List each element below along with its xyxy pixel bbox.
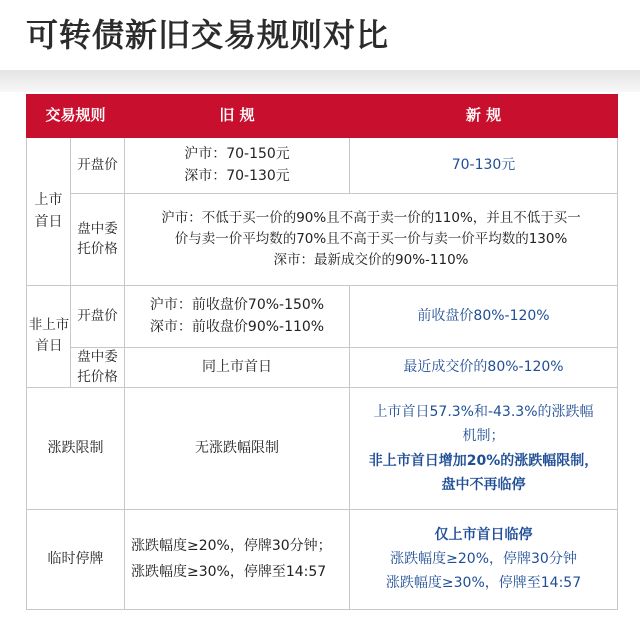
new-halt-line: 涨跌幅度≥30%，停牌至14:57 [385,574,582,591]
old-open-sh: 沪市：前收盘价70%-150% [149,296,325,313]
old-open-non-first-day [125,286,350,348]
row-label-intraday: 盘中委托价格 [71,348,125,388]
new-open-first-day: 70-130元 [350,138,618,194]
intraday-line: 深市：最新成交价的90%-110% [273,251,469,268]
header-new: 新 规 [350,95,618,138]
old-intraday-non-first-day: 同上市首日 [125,348,350,388]
intraday-line: 沪市：不低于买一价的90%且不高于卖一价的110%，并且不低于买一 [161,210,581,227]
old-open-sz: 深市：70-130元 [184,167,290,184]
table-row [27,388,618,510]
new-limit-line: 非上市首日增加20%的涨跌幅限制， [368,452,599,469]
rules-comparison-table [26,94,618,610]
new-halt-line: 仅上市首日临停 [434,526,533,543]
table-row [27,138,618,194]
new-limit-line: 机制； [462,428,505,445]
new-halt-line: 涨跌幅度≥20%，停牌30分钟 [390,550,577,567]
intraday-first-day [125,194,618,286]
row-label-open: 开盘价 [71,138,125,194]
row-label-limit: 涨跌限制 [27,388,125,510]
header-shadow [0,70,640,92]
page-title: 可转债新旧交易规则对比 [26,16,390,54]
old-open-sh: 沪市：70-150元 [184,145,290,162]
group-label: 上市首日 [34,191,63,230]
old-open-sz: 深市：前收盘价90%-110% [149,318,325,335]
new-intraday-non-first-day: 最近成交价的80%-120% [350,348,618,388]
new-limit [350,388,618,510]
group-label: 非上市首日 [28,317,70,355]
table-row [27,348,618,388]
header-rules: 交易规则 [27,95,125,138]
header-row [27,95,618,138]
group-non-first-day [27,286,71,388]
new-open-non-first-day: 前收盘价80%-120% [350,286,618,348]
new-limit-line: 盘中不再临停 [441,477,526,494]
intraday-line: 价与卖一价平均数的70%且不高于买一价与卖一价平均数的130% [174,231,568,248]
new-limit-line: 上市首日57.3%和-43.3%的涨跌幅 [373,403,594,420]
old-halt-line: 涨跌幅度≥30%，停牌至14:57 [131,563,327,580]
table-row [27,194,618,286]
table-row [27,510,618,610]
row-label-halt: 临时停牌 [27,510,125,610]
row-label-open: 开盘价 [71,286,125,348]
old-limit: 无涨跌幅限制 [125,388,350,510]
header-old: 旧 规 [125,95,350,138]
table-row [27,286,618,348]
old-halt-line: 涨跌幅度≥20%，停牌30分钟； [131,538,332,555]
new-halt [350,510,618,610]
old-open-first-day [125,138,350,194]
old-halt [125,510,350,610]
group-first-day [27,138,71,286]
row-label-intraday: 盘中委托价格 [71,194,125,286]
